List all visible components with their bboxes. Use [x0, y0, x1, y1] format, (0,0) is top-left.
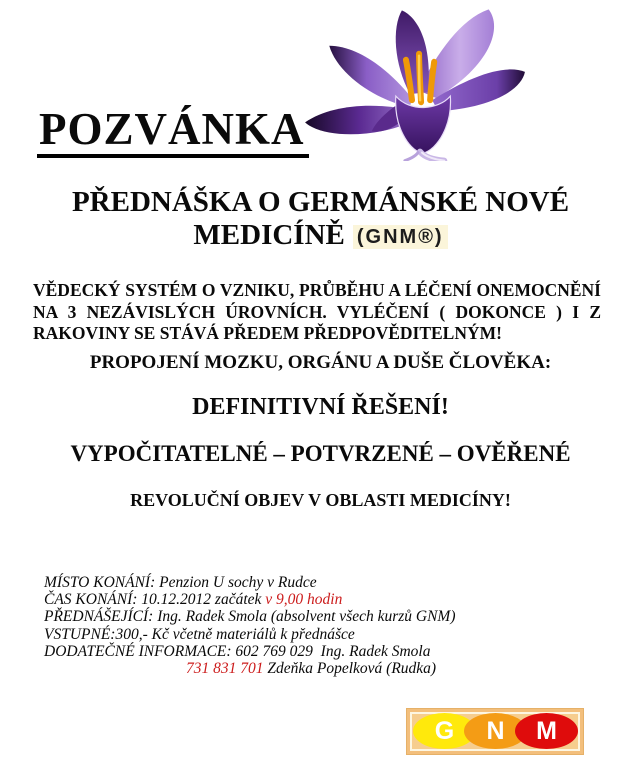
lecture-heading-line1: PŘEDNÁŠKA O GERMÁNSKÉ NOVÉ	[71, 186, 570, 218]
statement-line-discovery: REVOLUČNÍ OBJEV V OBLASTI MEDICÍNY!	[130, 490, 511, 510]
statement-line-verified: VYPOČITATELNÉ – POTVRZENÉ – OVĚŘENÉ	[70, 441, 571, 466]
detail-place	[44, 574, 456, 591]
page-title: POZVÁNKA	[37, 105, 309, 158]
gnm-logo	[406, 708, 584, 755]
detail-contact-1	[44, 643, 456, 660]
crocus-flower-icon	[297, 3, 531, 161]
intro-paragraph: VĚDECKÝ SYSTÉM O VZNIKU, PRŮBĚHU A LÉČENÍ ONEMOCNĚNÍ NA 3 NEZÁVISLÝCH ÚROVNÍCH. VYLÉČENÍ ( DOKONCE ) I Z RAKOVINY SE STÁVÁ PŘEDEM PŘEDPOVĚDITELNÝM!	[33, 280, 601, 344]
detail-lecturer	[44, 608, 456, 625]
gnm-logo-letter-n: N	[464, 713, 527, 749]
detail-lecturer-text: PŘEDNÁŠEJÍCÍ: Ing. Radek Smola (absolvent všech kurzů GNM)	[44, 608, 456, 626]
lecture-heading-line2: MEDICÍNĚ	[193, 219, 345, 251]
gnm-trademark-label: (GNM®)	[353, 225, 448, 249]
detail-contact-2-name: Zdeňka Popelková (Rudka)	[263, 660, 437, 678]
gnm-logo-letter-m: M	[515, 713, 578, 749]
detail-time-text: ČAS KONÁNÍ: 10.12.2012 začátek	[44, 591, 266, 609]
gnm-logo-letter-g: G	[413, 713, 476, 749]
lecture-heading	[0, 186, 641, 254]
detail-contact-2	[186, 660, 456, 677]
event-details	[44, 574, 456, 677]
statement-line-solution: DEFINITIVNÍ ŘEŠENÍ!	[192, 394, 449, 420]
detail-time	[44, 591, 456, 608]
detail-fee-text: VSTUPNÉ:300,- Kč včetně materiálů k přednášce	[44, 625, 355, 643]
detail-fee	[44, 626, 456, 643]
statement-line-connection: PROPOJENÍ MOZKU, ORGÁNU A DUŠE ČLOVĚKA:	[89, 352, 552, 373]
detail-time-highlight: v 9,00 hodin	[265, 591, 343, 609]
detail-contact-2-phone: 731 831 701	[186, 660, 264, 678]
detail-place-text: MÍSTO KONÁNÍ: Penzion U sochy v Rudce	[44, 574, 317, 591]
detail-contact-1-text: DODATEČNÉ INFORMACE: 602 769 029 Ing. Radek Smola	[44, 642, 431, 660]
